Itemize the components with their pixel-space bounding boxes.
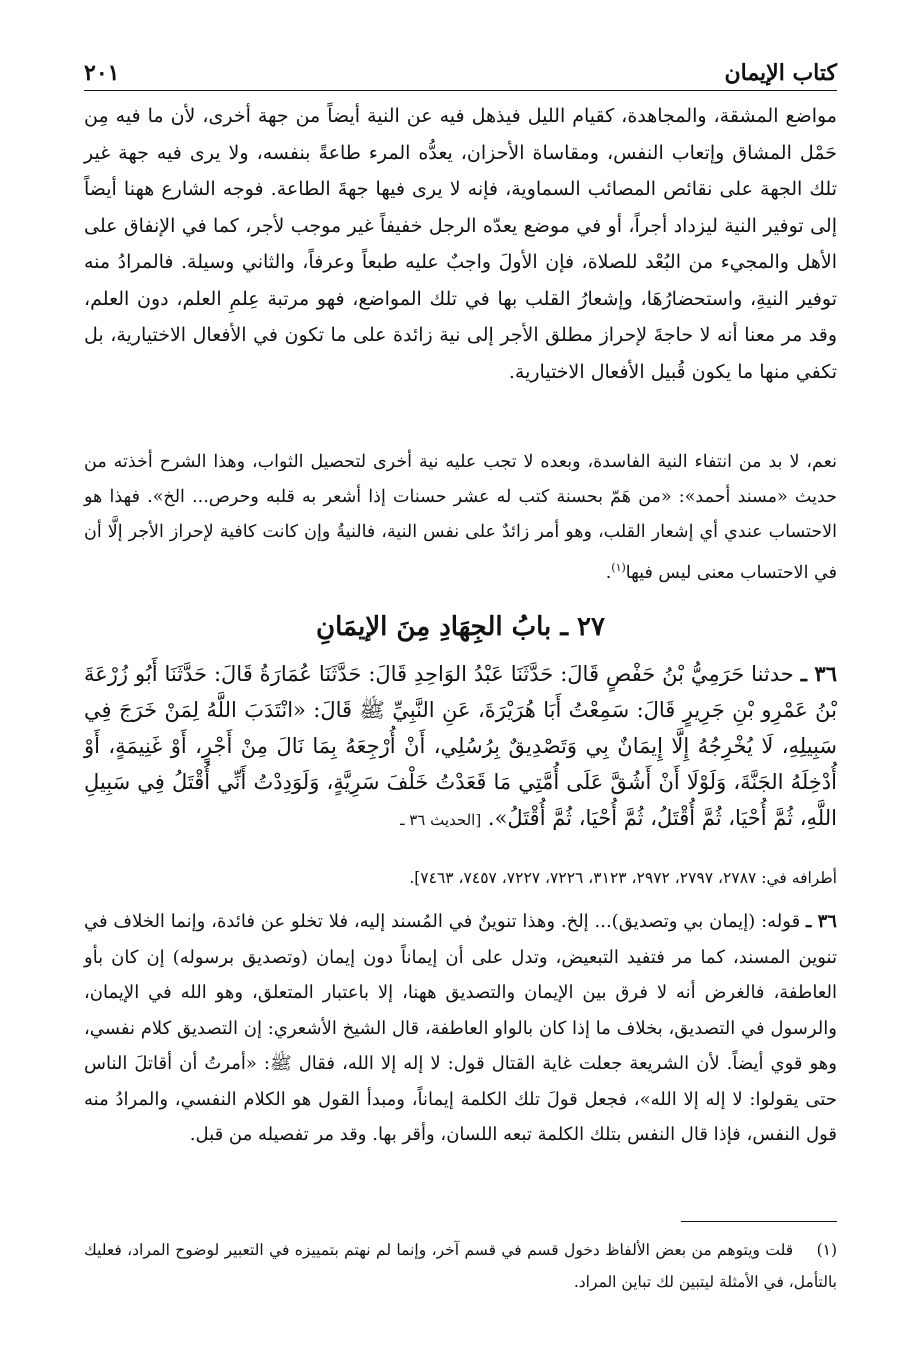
paragraph-2-end: . xyxy=(605,562,612,583)
footnote-divider xyxy=(681,1221,837,1222)
commentary-lead: قوله: (إيمان بي وتصديق)... إلخ. xyxy=(560,911,801,932)
hadith-number: ٣٦ ـ xyxy=(800,661,837,686)
running-header xyxy=(84,52,837,91)
footnote-reference[interactable]: (١) xyxy=(611,561,626,574)
paragraph-1: مواضع المشقة، والمجاهدة، كقيام الليل فيذهل فيه عن النية أيضاً من جهة أخرى، لأن ما فيه مِن حَمْل المشاق وإتعاب النفس، ومقاساة الأحزان، يعدُّه المرء طاعةً بنفسه، ولا يرى فيه جهة غير تلك الجهة على نقائص المصائب السماوية، فإنه لا يرى فيها جهةَ الطاعة. فوجه الشارع ههنا أيضاً إلى توفير النية ليزداد أجراً، أو في موضع يعدّه الرجل خفيفاً غير موجب لأجر، كما في الإنفاق على الأهل والمجيء من البُعْد للصلاة، فإن الأولَ واجبٌ عليه طبعاً وعرفاً، والثاني وسيلة. فالمرادُ منه توفير النيةِ، واستحضارُهَا، وإشعارُ القلب بها في تلك المواضع، فهو مرتبة عِلمِ العلم، دون العلم، وقد مر معنا أنه لا حاجةَ لإحراز مطلق الأجر إلى نية زائدة على ما تكون في الأفعال الاختيارية، بل تكفي منها ما يكون قُبيل الأفعال الاختيارية. xyxy=(84,105,837,383)
commentary-block xyxy=(84,904,837,1153)
hadith-atraf: أطرافه في: ٢٧٨٧، ٢٧٩٧، ٢٩٧٢، ٣١٢٣، ٧٢٢٦، ٧٢٢٧، ٧٤٥٧، ٧٤٦٣]. xyxy=(409,869,837,887)
hadith-reference: [الحديث ٣٦ ـ xyxy=(400,811,482,829)
footnote-text: قلت ويتوهم من بعض الألفاظ دخول قسم في قسم آخر، وإنما لم نهتم بتمييزه في التعبير لوضوح المراد، فعليك بالتأمل، في الأمثلة ليتبين لك تباين المراد. xyxy=(84,1241,837,1291)
hadith-block xyxy=(84,656,837,838)
commentary-number: ٣٦ ـ xyxy=(806,911,837,932)
hadith-text: حدثنا حَرَمِيُّ بْنُ حَفْصٍ قَالَ: حَدَّثَنَا عَبْدُ الوَاحِدِ قَالَ: حَدَّثَنَا عُمَارَةُ قَالَ: حَدَّثَنَا أَبُو زُرْعَةَ بْنُ عَمْرِو بْنِ جَرِيرٍ قَالَ: سَمِعْتُ أَبَا هُرَيْرَةَ، عَنِ النَّبِيِّ ﷺ قَالَ: «انْتَدَبَ اللَّهُ لِمَنْ خَرَجَ فِي سَبِيلِهِ، لَا يُخْرِجُهُ إِلَّا إِيمَانٌ بِي وَتَصْدِيقٌ بِرُسُلِي، أَنْ أُرْجِعَهُ بِمَا نَالَ مِنْ أَجْرٍ، أَوْ غَنِيمَةٍ، أَوْ أُدْخِلَهُ الجَنَّةَ، وَلَوْلَا أَنْ أَشُقَّ عَلَى أُمَّتِي مَا قَعَدْتُ خَلْفَ سَرِيَّةٍ، وَلَوَدِدْتُ أَنِّي أُقْتَلُ فِي سَبِيلِ اللَّهِ، ثُمَّ أُحْيَا، ثُمَّ أُقْتَلُ، ثُمَّ أُحْيَا، ثُمَّ أُقْتَلُ». xyxy=(84,662,837,830)
chapter-title: ٢٧ ـ بابُ الجِهَادِ مِنَ الإيمَانِ xyxy=(316,612,605,642)
commentary-text: وهذا تنوينٌ في المُسند إليه، فلا تخلو عن فائدة، وإنما الخلاف في تنوين المسند، كما مر فتفيد التبعيض، وتدل على أن إيماناً دون إيمان (وتصديق برسوله) إن كان بأو العاطفة، فالغرض أنه لا فرق بين الإيمان والتصديق ههنا، إلا باعتبار المتعلق، وهو الله في الإيمان، والرسول في التصديق، بخلاف ما إذا كان بالواو العاطفة، قال الشيخ الأشعري: إن التصديق كلام نفسي، وهو قوي أيضاً. لأن الشريعة جعلت غاية القتال قول: لا إله إلا الله، فقال ﷺ: «أمرتُ أن أقاتلَ الناس حتى يقولوا: لا إله إلا الله»، فجعل قولَ تلك الكلمة إيماناً، ومبدأ القول هو الكلام النفسي، والمرادُ منه قول النفس، فإذا قال النفس بتلك الكلمة تبعه اللسان، وأقر بها. وقد مر تفصيله من قبل. xyxy=(84,911,837,1145)
paragraph-2 xyxy=(84,445,837,591)
page-number: ٢٠١ xyxy=(84,60,120,86)
footnote-marker: (١) xyxy=(816,1241,838,1259)
paragraph-2-text: نعم، لا بد من انتفاء النية الفاسدة، وبعده لا تجب عليه نية أخرى لتحصيل الثواب، وهذا الشرح أخذته من حديث «مسند أحمد»: «من هَمّ بحسنة كتب له عشر حسنات إذا أشعر به قلبه وحرص... الخ». فهذا هو الاحتساب عندي أي إشعار القلب، وهو أمر زائدٌ على نفس النية، فالنيةُ وإن كانت كافية لإحراز الأجر إلَّا أن في الاحتساب معنى ليس فيها xyxy=(84,452,837,583)
book-title: كتاب الإيمان xyxy=(724,60,837,86)
footnote xyxy=(84,1234,837,1298)
